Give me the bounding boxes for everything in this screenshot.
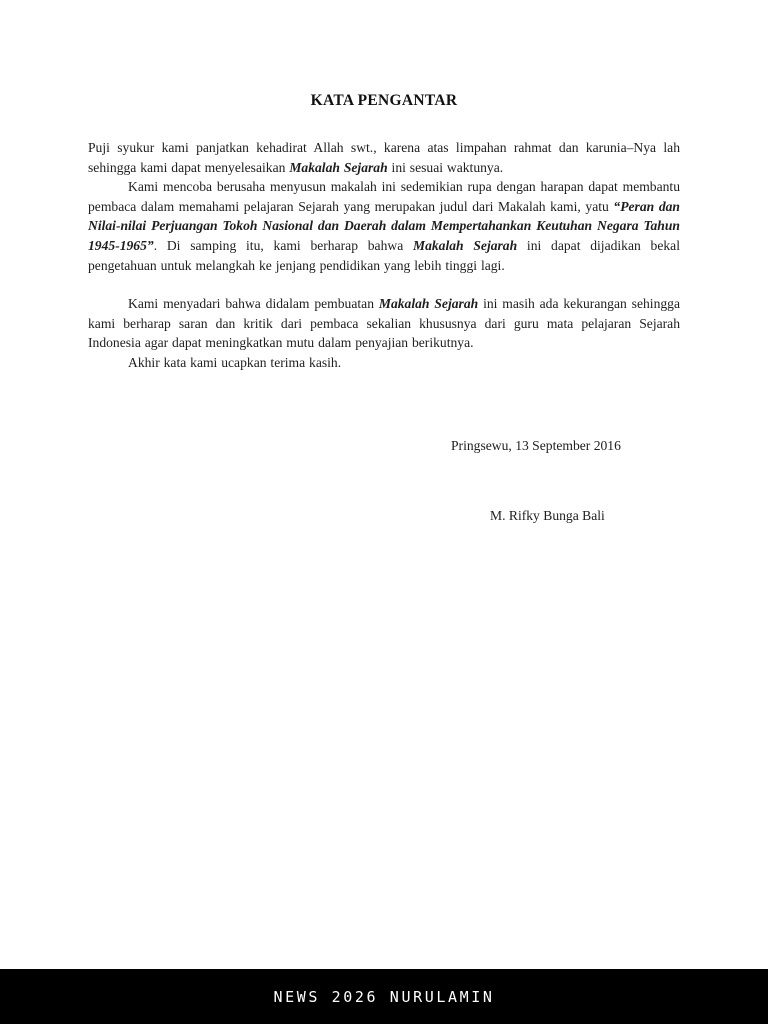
emphasized-text: Makalah Sejarah <box>412 237 518 253</box>
emphasized-text: Makalah Sejarah <box>289 159 388 175</box>
paragraph-1 <box>88 138 680 177</box>
footer-bar <box>0 969 768 1024</box>
paragraph-4 <box>88 353 680 373</box>
emphasized-text: Makalah Sejarah <box>378 296 479 312</box>
body-text: Kami menyadari bahwa didalam pembuatan <box>128 296 379 312</box>
body-text: Puji syukur kami panjatkan kehadirat Allah swt., karena atas limpahan rahmat dan karunia–Nya lah sehingga kami dapat menyelesaikan <box>88 140 680 175</box>
paragraph-2 <box>88 177 680 275</box>
body-text: ini masih ada kekurangan sehingga kami berharap saran dan kritik dari pembaca sekalian khususnya dari guru mata pelajaran Sejarah Indonesia agar dapat meningkatkan mutu dalam penyajian berikutnya. <box>88 296 680 351</box>
signature-author-name: M. Rifky Bunga Bali <box>490 508 605 523</box>
page-title: KATA PENGANTAR <box>310 92 458 109</box>
footer-watermark-text: NEWS 2026 NURULAMIN <box>273 987 495 1006</box>
body-text: Akhir kata kami ucapkan terima kasih. <box>128 354 342 370</box>
body-text: . Di samping itu, kami berharap bahwa <box>153 237 413 253</box>
body-text: Kami mencoba berusaha menyusun makalah ini sedemikian rupa dengan harapan dapat membantu pembaca dalam memahami pelajaran Sejarah yang merupakan judul dari Makalah kami, yatu <box>88 179 680 214</box>
body-text: ini dapat dijadikan bekal pengetahuan untuk melangkah ke jenjang pendidikan yang lebih tinggi lagi. <box>88 237 680 273</box>
paragraph-3 <box>88 294 680 353</box>
signature-place-date: Pringsewu, 13 September 2016 <box>451 438 621 453</box>
body-text: ini sesuai waktunya. <box>387 159 504 175</box>
emphasized-text: “Peran dan Nilai-nilai Perjuangan Tokoh Nasional dan Daerah dalam Mempertahankan Keutuhan Negara Tahun 1945-1965” <box>88 198 680 253</box>
document-body <box>88 0 680 373</box>
